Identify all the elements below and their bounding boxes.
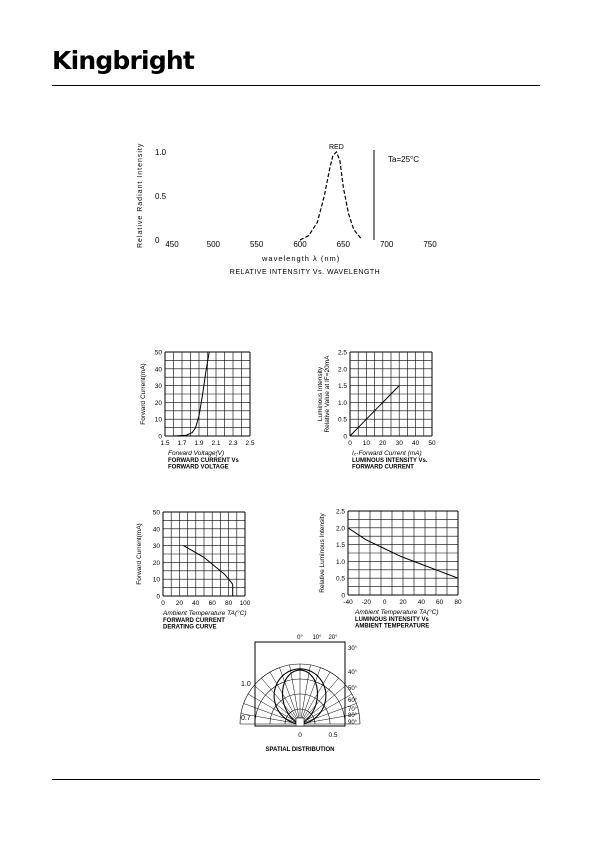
- spatial-angle-label: 30°: [348, 646, 358, 652]
- spectrum-x-tick-label: 450: [165, 240, 179, 249]
- spectrum-x-tick-label: 600: [293, 240, 307, 249]
- spatial-angle-label: 80°: [348, 713, 358, 719]
- spatial-led-icon: [296, 718, 304, 726]
- spatial-angle-label: 20°: [328, 635, 338, 641]
- iv-chart: [140, 350, 255, 471]
- lum-temp-x-tick-label: -20: [361, 599, 372, 606]
- lum-current-chart: [317, 350, 436, 471]
- lum-temp-y-tick-label: 2.5: [335, 508, 345, 516]
- derating-y-tick-label: 20: [152, 559, 160, 567]
- spectrum-annotation: Ta=25°C: [388, 155, 419, 164]
- iv-y-tick-label: 0: [158, 433, 162, 441]
- spatial-title: SPATIAL DISTRIBUTION: [265, 747, 335, 753]
- iv-y-tick-label: 50: [154, 349, 162, 357]
- lum-temp-x-tick-label: -40: [343, 599, 353, 606]
- lum-temp-x-tick-label: 20: [399, 599, 407, 606]
- iv-x-tick-label: 1.5: [160, 440, 170, 447]
- spatial-radial-label: 1.0: [241, 681, 251, 688]
- derating-y-axis-label: Forward Current(mA): [136, 523, 143, 585]
- lum-temp-x-tick-label: 40: [417, 599, 425, 606]
- spatial-chart: [240, 635, 360, 753]
- lum-current-y-axis-label: Luminous Intensity: [317, 366, 324, 422]
- iv-title: FORWARD CURRENT Vs: [168, 458, 239, 464]
- iv-y-axis-label: Forward Current(mA): [140, 363, 147, 425]
- derating-x-tick-label: 80: [224, 600, 233, 607]
- lum-temp-title: AMBIENT TEMPERATURE: [355, 623, 430, 630]
- spatial-angle-label: 90°: [348, 720, 358, 726]
- spectrum-series-label: RED: [329, 144, 344, 151]
- spectrum-x-tick-label: 700: [379, 240, 394, 249]
- lum-current-y-tick-label: 0: [343, 433, 347, 441]
- lum-current-y-tick-label: 2.0: [337, 366, 347, 374]
- lum-current-x-tick-label: 20: [379, 440, 387, 447]
- derating-x-tick-label: 40: [192, 600, 200, 607]
- spectrum-title: RELATIVE INTENSITY Vs. WAVELENGTH: [229, 269, 381, 276]
- derating-title: FORWARD CURRENT: [163, 618, 225, 624]
- lum-current-y-axis-label: Relative Value at IF=20mA: [324, 355, 331, 433]
- lum-current-x-axis-label: Iₓ-Forward Current (mA): [352, 450, 422, 457]
- spectrum-y-tick-label: 0: [155, 236, 160, 245]
- lum-current-x-tick-label: 30: [395, 440, 403, 447]
- spectrum-x-tick-label: 650: [336, 240, 351, 249]
- derating-title: DERATING CURVE: [163, 624, 217, 631]
- spectrum-x-tick-label: 500: [206, 240, 221, 249]
- lum-current-y-tick-label: 1.5: [337, 383, 347, 391]
- spatial-angle-label: 40°: [348, 670, 358, 676]
- derating-y-tick-label: 10: [152, 576, 160, 584]
- derating-x-tick-label: 20: [175, 600, 184, 607]
- spectrum-y-tick-label: 0.5: [155, 192, 167, 201]
- kingbright-logo: Kingbright: [52, 46, 195, 75]
- spatial-radial-label: 0.7: [241, 715, 251, 722]
- lum-current-x-tick-label: 40: [411, 440, 420, 447]
- derating-x-tick-label: 0: [161, 600, 165, 607]
- spectrum-x-tick-label: 550: [249, 240, 264, 249]
- lum-temp-y-tick-label: 2.0: [335, 525, 345, 533]
- derating-x-tick-label: 100: [239, 600, 251, 607]
- iv-y-tick-label: 20: [154, 399, 162, 407]
- lum-temp-x-tick-label: 0: [382, 599, 387, 606]
- iv-title: FORWARD VOLTAGE: [168, 464, 229, 471]
- spectrum-x-tick-label: 750: [423, 240, 437, 249]
- lum-temp-y-tick-label: 1.0: [335, 558, 345, 566]
- lum-temp-y-tick-label: 0.5: [335, 575, 345, 583]
- spatial-angle-label: 70°: [348, 707, 358, 713]
- iv-x-tick-label: 2.5: [245, 440, 255, 447]
- lum-current-title: LUMINOUS INTENSITY Vs.: [352, 458, 428, 464]
- lum-current-y-tick-label: 2.5: [337, 349, 347, 357]
- lum-current-x-tick-label: 0: [348, 440, 352, 447]
- lum-temp-title: LUMINOUS INTENSITY Vs: [355, 617, 429, 623]
- iv-y-tick-label: 40: [154, 366, 162, 374]
- lum-current-title: FORWARD CURRENT: [352, 464, 414, 471]
- spectrum-chart: [137, 143, 437, 276]
- lum-temp-y-tick-label: 1.5: [335, 542, 345, 550]
- spectrum-y-tick-label: 1.0: [155, 148, 167, 157]
- lum-temp-chart: [319, 509, 462, 630]
- spectrum-y-axis-label: Relative Radiant Intensity: [137, 142, 144, 248]
- lum-current-x-tick-label: 50: [428, 440, 436, 447]
- iv-x-tick-label: 2.1: [211, 440, 221, 447]
- iv-x-tick-label: 1.7: [177, 440, 187, 447]
- lum-temp-y-axis-label: Relative Luminous Intensity: [319, 513, 326, 593]
- footer-rule: [52, 779, 540, 780]
- spectrum-series-line: [300, 152, 361, 240]
- lum-temp-x-tick-label: 80: [454, 599, 462, 606]
- spatial-angle-label: 50°: [348, 686, 358, 692]
- derating-chart: [136, 510, 251, 631]
- spatial-angle-label: 10°: [312, 635, 322, 641]
- iv-x-tick-label: 1.9: [194, 440, 204, 447]
- derating-y-tick-label: 40: [152, 526, 160, 534]
- derating-x-tick-label: 60: [208, 600, 216, 607]
- lum-current-y-tick-label: 1.0: [337, 399, 347, 407]
- derating-y-tick-label: 0: [156, 593, 160, 601]
- lum-temp-x-axis-label: Ambient Temperature TA(°C): [355, 609, 439, 616]
- derating-x-axis-label: Ambient Temperature TA(°C): [163, 610, 247, 617]
- spatial-bottom-label: 0.5: [328, 732, 338, 739]
- spatial-angle-label: 60°: [348, 698, 358, 704]
- spatial-angle-label: 0°: [297, 635, 303, 641]
- lum-temp-x-tick-label: 60: [436, 599, 444, 606]
- lum-current-y-tick-label: 0.5: [337, 416, 347, 424]
- derating-y-tick-label: 30: [152, 543, 160, 551]
- spectrum-x-axis-label: wavelength λ (nm): [262, 254, 341, 263]
- iv-x-tick-label: 2.3: [228, 440, 238, 447]
- iv-y-tick-label: 10: [154, 416, 162, 424]
- iv-y-tick-label: 30: [154, 383, 162, 391]
- lum-temp-y-tick-label: 0: [341, 592, 345, 600]
- lum-current-x-tick-label: 10: [362, 440, 371, 447]
- spatial-bottom-label: 0: [298, 732, 302, 739]
- iv-x-axis-label: Forward Voltage(V): [168, 450, 225, 457]
- derating-y-tick-label: 50: [152, 509, 160, 517]
